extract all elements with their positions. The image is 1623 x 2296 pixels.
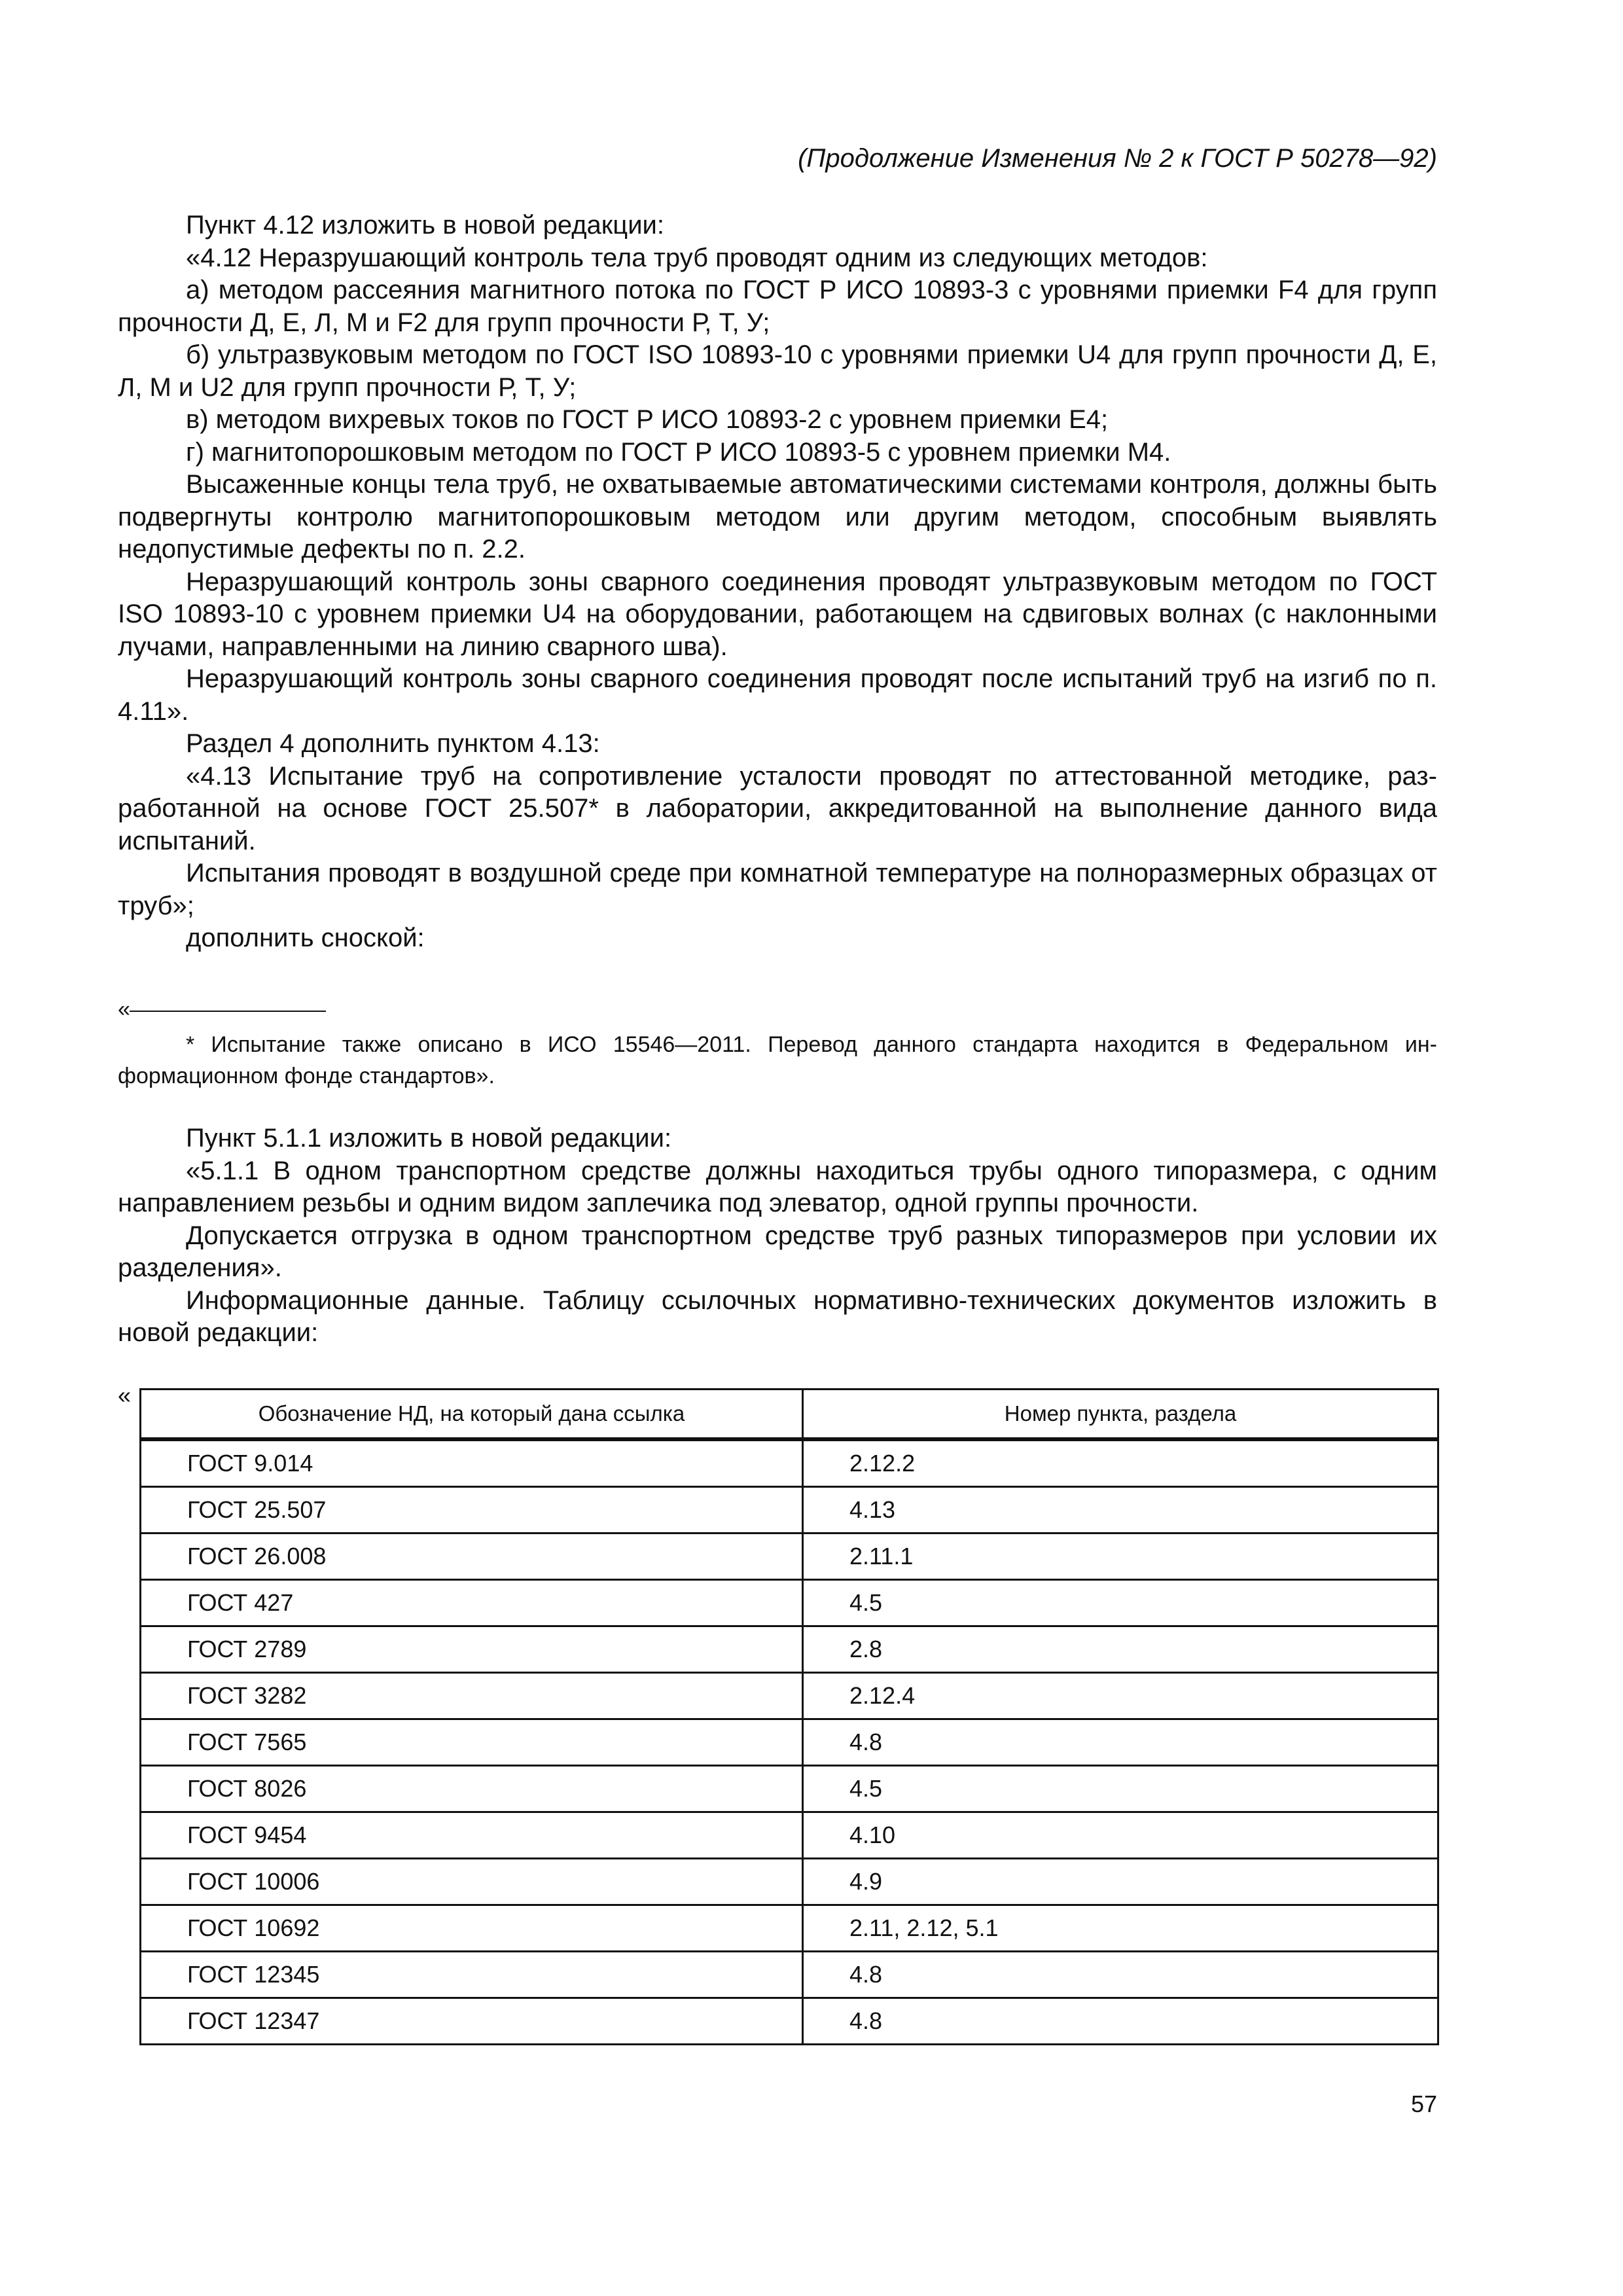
- clause-cell: 4.5: [803, 1766, 1438, 1812]
- table-row: [141, 1580, 1438, 1626]
- paragraph: Неразрушающий контроль зоны сварного соединения проводят ультразвуковым методом по ГОСТ ISO 10893-10 с уровнем приемки U4 на оборудовании, работающем на сдвиговых волнах (с наклонными лучами, направленными на линию сварного шва).: [118, 567, 1437, 661]
- paragraph: Раздел 4 дополнить пунктом 4.13:: [186, 729, 600, 758]
- table-row: [141, 1673, 1438, 1719]
- clause-cell: 2.12.2: [803, 1439, 1438, 1487]
- paragraph: Допускается отгрузка в одном транспортном средстве труб разных типоразмеров при условии их разделения».: [118, 1221, 1437, 1282]
- clause-cell: 4.13: [803, 1487, 1438, 1534]
- table-row: [141, 1998, 1438, 2045]
- table-row: [141, 1952, 1438, 1998]
- document-cell: ГОСТ 25.507: [141, 1487, 803, 1534]
- paragraph: «4.12 Неразрушающий контроль тела труб проводят одним из следующих методов:: [186, 243, 1208, 272]
- table-row: [141, 1812, 1438, 1859]
- document-cell: ГОСТ 12347: [141, 1998, 803, 2045]
- footnote-rule: [130, 1011, 326, 1012]
- document-cell: ГОСТ 8026: [141, 1766, 803, 1812]
- column-header-document: Обозначение НД, на который дана ссылка: [141, 1390, 803, 1440]
- clause-cell: 4.9: [803, 1859, 1438, 1905]
- paragraph: Пункт 4.12 изложить в новой редакции:: [186, 211, 664, 240]
- document-cell: ГОСТ 3282: [141, 1673, 803, 1719]
- document-cell: ГОСТ 10692: [141, 1905, 803, 1952]
- clause-cell: 4.8: [803, 1952, 1438, 1998]
- document-cell: ГОСТ 9.014: [141, 1439, 803, 1487]
- clause-cell: 2.8: [803, 1626, 1438, 1673]
- document-cell: ГОСТ 12345: [141, 1952, 803, 1998]
- amendment-section-5: [118, 1122, 1437, 1350]
- list-item-v: в) методом вихревых токов по ГОСТ Р ИСО 10893-2 с уровнем приемки Е4;: [186, 405, 1109, 434]
- footnote: [118, 1029, 1437, 1092]
- document-cell: ГОСТ 2789: [141, 1626, 803, 1673]
- clause-cell: 2.12.4: [803, 1673, 1438, 1719]
- paragraph: Пункт 5.1.1 изложить в новой редакции:: [186, 1124, 672, 1153]
- references-table: [139, 1388, 1439, 2045]
- document-cell: ГОСТ 10006: [141, 1859, 803, 1905]
- clause-cell: 4.5: [803, 1580, 1438, 1626]
- paragraph: Испытания проводят в воздушной среде при комнатной температуре на полноразмерных образцах от труб»;: [118, 859, 1437, 920]
- clause-cell: 4.8: [803, 1719, 1438, 1766]
- document-cell: ГОСТ 427: [141, 1580, 803, 1626]
- table-row: [141, 1439, 1438, 1487]
- document-cell: ГОСТ 26.008: [141, 1534, 803, 1580]
- running-header: (Продолжение Изменения № 2 к ГОСТ Р 50278—92): [798, 144, 1437, 173]
- table-row: [141, 1487, 1438, 1534]
- paragraph: «4.13 Испытание труб на сопротивление усталости проводят по аттестованной методике, разработанной на основе ГОСТ 25.507* в лаборатории, аккредитованной на выполнение данного вида испытаний.: [118, 761, 1437, 855]
- list-item-a: а) методом рассеяния магнитного потока по ГОСТ Р ИСО 10893-3 с уровнями приемки F4 для групп прочности Д, Е, Л, М и F2 для групп прочности Р, Т, У;: [118, 276, 1437, 337]
- amendment-section-4: [118, 209, 1437, 955]
- paragraph: Высаженные концы тела труб, не охватываемые автоматическими системами контроля, должны быть подвергнуты контролю магнитопорошковым методом или другим методом, способным выявлять недопустимые дефекты по п. 2.2.: [118, 470, 1437, 564]
- table-row: [141, 1534, 1438, 1580]
- table-row: [141, 1719, 1438, 1766]
- clause-cell: 2.11.1: [803, 1534, 1438, 1580]
- document-cell: ГОСТ 7565: [141, 1719, 803, 1766]
- clause-cell: 4.10: [803, 1812, 1438, 1859]
- table-row: [141, 1626, 1438, 1673]
- paragraph: Информационные данные. Таблицу ссылочных нормативно-технических документов изложить в новой редакции:: [118, 1285, 1437, 1347]
- table-row: [141, 1766, 1438, 1812]
- table-header-row: [141, 1390, 1438, 1440]
- footnote-text: * Испытание также описано в ИСО 15546—2011. Перевод данного стандарта находится в Федеральном информационном фонде стандартов».: [118, 1032, 1437, 1088]
- footnote-open-quote: «: [118, 997, 130, 1022]
- paragraph: дополнить сноской:: [186, 924, 425, 952]
- list-item-b: б) ультразвуковым методом по ГОСТ ISO 10893-10 с уровнями приемки U4 для групп прочности Д, Е, Л, М и U2 для групп прочности Р, Т, У;: [118, 340, 1437, 402]
- page-number: 57: [1410, 2090, 1437, 2117]
- clause-cell: 4.8: [803, 1998, 1438, 2045]
- column-header-clause: Номер пункта, раздела: [803, 1390, 1438, 1440]
- table-row: [141, 1905, 1438, 1952]
- table-open-quote: «: [118, 1382, 132, 1408]
- paragraph: Неразрушающий контроль зоны сварного соединения проводят после испытаний труб на изгиб по п. 4.11».: [118, 664, 1437, 726]
- footnote-separator: [118, 996, 314, 1022]
- table-row: [141, 1859, 1438, 1905]
- clause-cell: 2.11, 2.12, 5.1: [803, 1905, 1438, 1952]
- paragraph: «5.1.1 В одном транспортном средстве должны находиться трубы одного типоразмера, с одним направлением резьбы и одним видом заплечика под элеватор, одной группы прочности.: [118, 1156, 1437, 1217]
- document-cell: ГОСТ 9454: [141, 1812, 803, 1859]
- list-item-g: г) магнитопорошковым методом по ГОСТ Р ИСО 10893-5 с уровнем приемки М4.: [186, 437, 1171, 467]
